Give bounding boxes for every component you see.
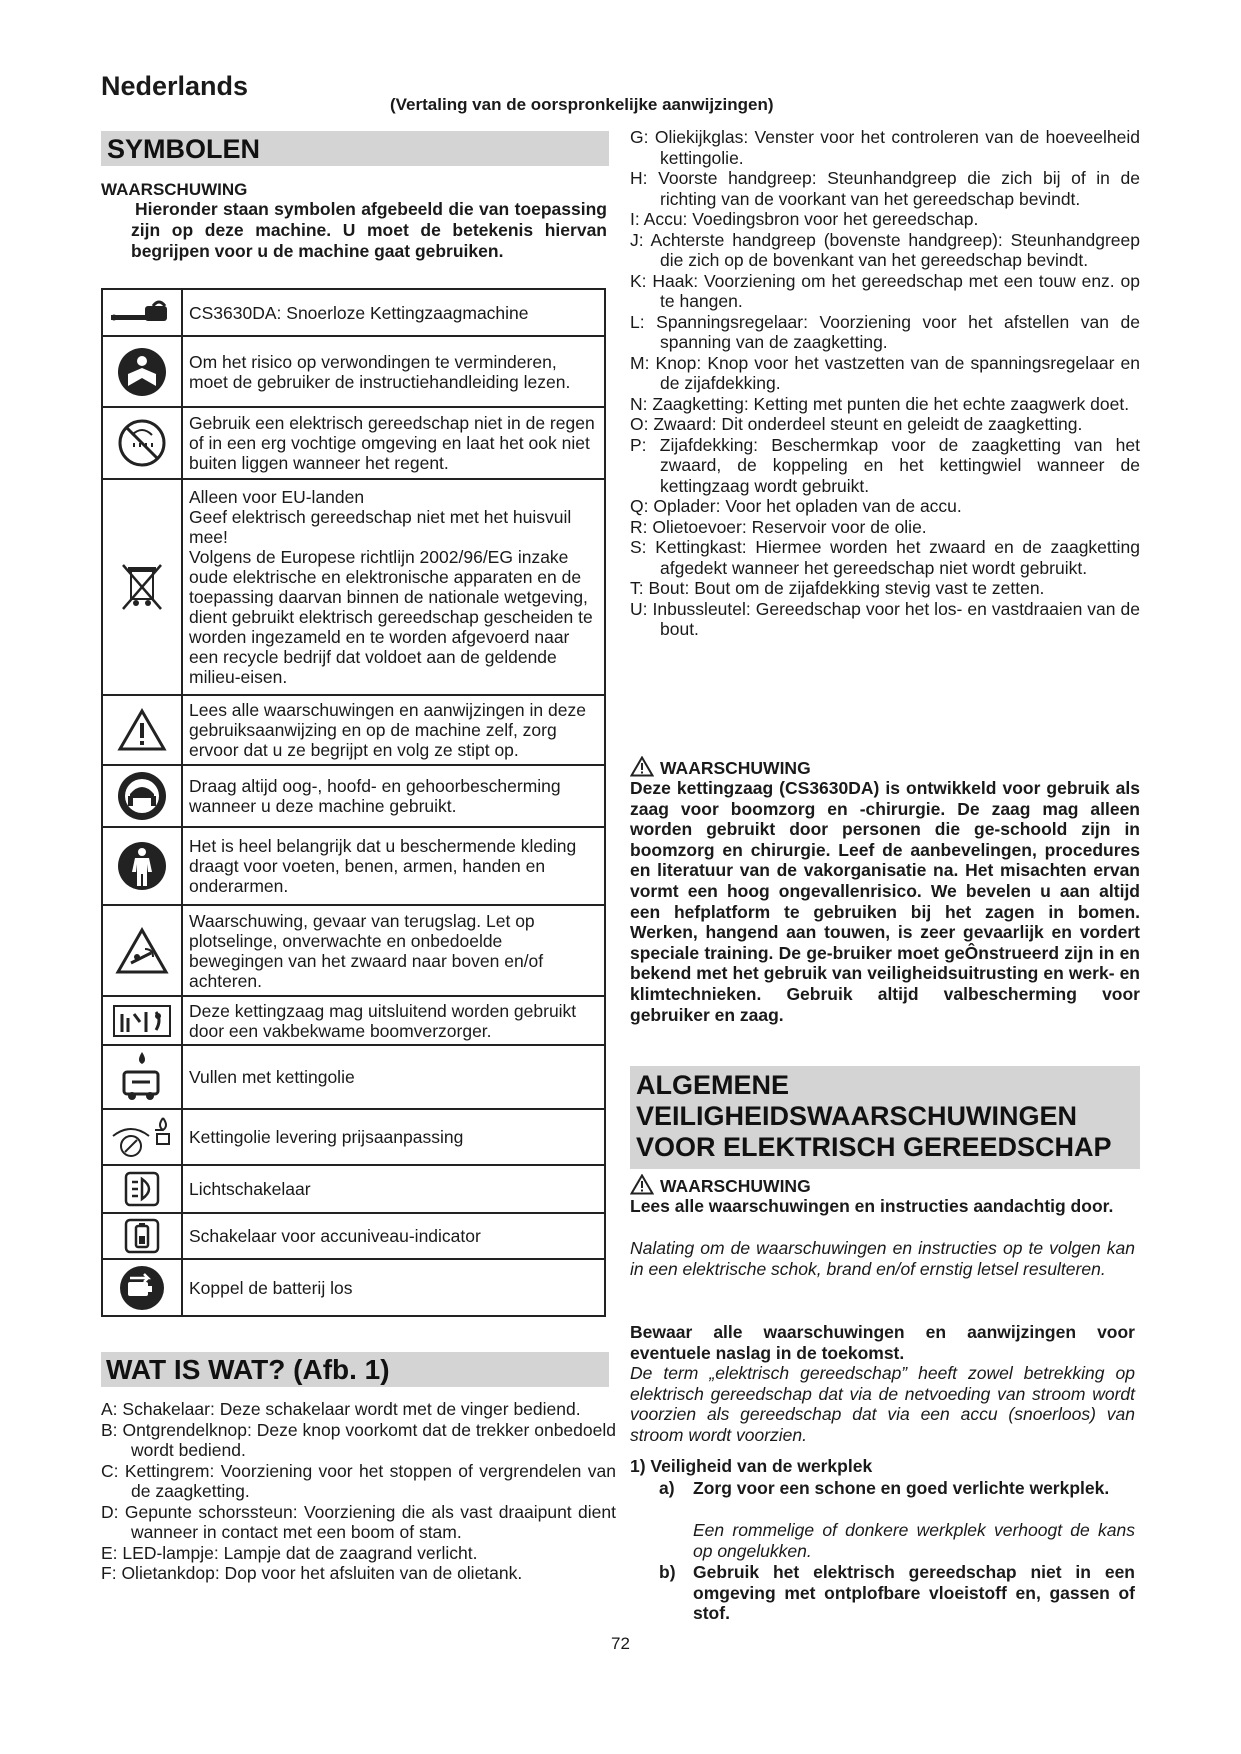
- whatis-list-right: [630, 127, 1140, 640]
- read-all-warnings: Lees alle waarschuwingen en instructies aandachtig door.: [630, 1196, 1114, 1216]
- list-item-l: L: Spanningsregelaar: Voorziening voor het afstellen van de spanning van de zaagketting.: [630, 311, 1140, 352]
- helmet-protection-icon: [102, 765, 182, 827]
- general-safety-section-title: ALGEMENE VEILIGHEIDSWAARSCHUWINGEN VOOR ELEKTRISCH GEREEDSCHAP: [630, 1066, 1140, 1169]
- list-item-j: J: Achterste handgreep (bovenste handgreep): Steunhandgreep die zich op de bovenkant van het gereedschap bevindt.: [630, 229, 1140, 270]
- general-warning-heading: WAARSCHUWING: [630, 1174, 1140, 1197]
- chainsaw-icon: [102, 289, 182, 336]
- page-number: 72: [611, 1634, 630, 1653]
- symbol-text-2: Gebruik een elektrisch gereedschap niet in de regen of in een erg vochtige omgeving en laat het ook niet buiten liggen wanneer het regent.: [182, 407, 605, 479]
- list-item-t: T: Bout: Bout om de zijafdekking stevig vast te zetten.: [630, 578, 1045, 598]
- symbol-text-10: Kettingolie levering prijsaanpassing: [182, 1109, 605, 1165]
- translation-subtitle: (Vertaling van de oorspronkelijke aanwijzingen): [390, 95, 774, 114]
- item-a-label: a): [659, 1478, 675, 1498]
- symbol-text-8: Deze kettingzaag mag uitsluitend worden gebruikt door een vakbekwame boomverzorger.: [182, 996, 605, 1045]
- oil-fill-icon: [102, 1045, 182, 1109]
- list-item-k: K: Haak: Voorziening om het gereedschap met een touw enz. op te hangen.: [630, 270, 1140, 311]
- whatis-section-title: WAT IS WAT? (Afb. 1): [101, 1352, 609, 1387]
- list-item-g: G: Oliekijkglas: Venster voor het controleren van de hoeveelheid kettingolie.: [630, 127, 1140, 168]
- symbol-text-3: Alleen voor EU-landen Geef elektrisch gereedschap niet met het huisvuil mee! Volgens de Europese richtlijn 2002/96/EG inzake oude elektrische en elektronische apparaten en de toepassing daarvan binnen de nationale wetgeving, dient gebruikt elektrisch gereedschap gescheiden te worden ingezameld en te worden afgevoerd naar een recycle bedrijf dat voldoet aan de geldende milieu-eisen.: [182, 479, 605, 695]
- warning-triangle-icon: [630, 756, 654, 777]
- item-a-text: Een rommelige of donkere werkplek verhoogt de kans op ongelukken.: [693, 1520, 1135, 1561]
- symbol-text-4: Lees alle waarschuwingen en aanwijzingen in deze gebruiksaanwijzing en op de machine zelf, zorg ervoor dat u ze begrijpt en volg ze stipt op.: [182, 695, 605, 765]
- symbols-table: [101, 288, 606, 1317]
- list-item-e: E: LED-lampje: Lampje dat de zaagrand verlicht.: [101, 1542, 478, 1563]
- list-item-u: U: Inbussleutel: Gereedschap voor het los- en vastdraaien van de bout.: [630, 598, 1140, 639]
- symbols-section-title: SYMBOLEN: [101, 131, 609, 166]
- keep-warnings: Bewaar alle waarschuwingen en aanwijzingen voor eventuele naslag in de toekomst.: [630, 1322, 1135, 1363]
- symbols-warning-label: WAARSCHUWING: [101, 180, 248, 199]
- list-item-q: Q: Oplader: Voor het opladen van de accu.: [630, 496, 962, 516]
- list-item-a: A: Schakelaar: Deze schakelaar wordt met de vinger bediend.: [101, 1399, 581, 1419]
- symbol-text-6: Het is heel belangrijk dat u beschermende kleding draagt voor voeten, benen, armen, handen en onderarmen.: [182, 827, 605, 905]
- item-a-title: Zorg voor een schone en goed verlichte werkplek.: [693, 1478, 1110, 1498]
- light-switch-icon: [102, 1165, 182, 1213]
- weee-bin-icon: [102, 479, 182, 695]
- language-heading: Nederlands: [101, 71, 249, 101]
- symbol-text-5: Draag altijd oog-, hoofd- en gehoorbescherming wanneer u deze machine gebruikt.: [182, 765, 605, 827]
- list-item-r: R: Olietoevoer: Reservoir voor de olie.: [630, 516, 927, 537]
- list-item-n: N: Zaagketting: Ketting met punten die het echte zaagwerk doet.: [630, 393, 1130, 414]
- list-item-o: O: Zwaard: Dit onderdeel steunt en geleidt de zaagketting.: [630, 414, 1083, 434]
- symbol-text-11: Lichtschakelaar: [182, 1165, 605, 1213]
- list-item-d: D: Gepunte schorssteun: Voorziening die als vast draaipunt dient wanneer in contact met een boom of stam.: [101, 1501, 616, 1542]
- no-rain-icon: [102, 407, 182, 479]
- term-definition: De term „elektrisch gereedschap” heeft zowel betrekking op elektrisch gereedschap dat via de netvoeding van stroom wordt voorzien als gereedschap dat via een accu (snoerloos) van stroom wordt voorzien.: [630, 1363, 1135, 1445]
- warnings-consequence: Nalating om de waarschuwingen en instructies op te volgen kan in een elektrische schok, brand en/of ernstig letsel resulteren.: [630, 1238, 1135, 1279]
- oil-adjust-icon: [102, 1109, 182, 1165]
- list-item-i: I: Accu: Voedingsbron voor het gereedschap.: [630, 209, 979, 229]
- work-area-heading: 1) Veiligheid van de werkplek: [630, 1456, 873, 1476]
- list-item-m: M: Knop: Knop voor het vastzetten van de spanningsregelaar en de zijafdekking.: [630, 352, 1140, 393]
- symbol-text-12: Schakelaar voor accuniveau-indicator: [182, 1213, 605, 1259]
- list-item-c: C: Kettingrem: Voorziening voor het stoppen of vergrendelen van de zaagketting.: [101, 1460, 616, 1501]
- list-item-p: P: Zijafdekking: Beschermkap voor de zaagketting van het zwaard, de koppeling en het kettingwiel wanneer de kettingzaag wordt gebruikt.: [630, 434, 1140, 496]
- whatis-list-left: [101, 1399, 616, 1584]
- warning-triangle-icon: [630, 1174, 654, 1195]
- symbol-text-7: Waarschuwing, gevaar van terugslag. Let op plotselinge, onverwachte en onbedoelde bewegingen van het zwaard naar boven en/of achteren.: [182, 905, 605, 996]
- symbol-text-13: Koppel de batterij los: [182, 1259, 605, 1316]
- read-manual-icon: [102, 336, 182, 407]
- battery-indicator-icon: [102, 1213, 182, 1259]
- list-item-h: H: Voorste handgreep: Steunhandgreep die zich bij of in de richting van de voorkant van het gereedschap bevindt.: [630, 168, 1140, 209]
- chainsaw-warning-heading: WAARSCHUWING: [630, 756, 1140, 779]
- item-b-title: Gebruik het elektrisch gereedschap niet in een omgeving met ontplofbare vloeistoff en, gassen of stof.: [693, 1562, 1135, 1623]
- symbols-warning-text: Hieronder staan symbolen afgebeeld die van toepassing zijn op deze machine. U moet de betekenis hiervan begrijpen voor u de machine gaat gebruiken.: [131, 199, 607, 261]
- list-item-b: B: Ontgrendelknop: Deze knop voorkomt dat de trekker onbedoeld wordt bediend.: [101, 1419, 616, 1460]
- chainsaw-warning-text: Deze kettingzaag (CS3630DA) is ontwikkeld voor gebruik als zaag voor boomzorg en -chirurgie. De zaag mag alleen worden gebruikt door personen die ge-schoold zijn in boomzorg en chirurgie. Leef de aanbevelingen, procedures en literatuur van de vakorganisatie na. Het misachten ervan vormt een hoog ongevallenrisico. We bevelen u aan altijd een hefplatform te gebruiken bij het zagen in bomen. Werken, hangend aan touwen, is zeer gevaarlijk en vordert speciale training. De ge-bruiker moet geÔnstrueerd zijn in en bekend met het gebruik van veiligheidsuitrusting en werk- en klimtechnieken. Gebruik altijd valbescherming voor gebruiker en zaag.: [630, 778, 1140, 1025]
- protective-clothing-icon: [102, 827, 182, 905]
- symbol-text-0: CS3630DA: Snoerloze Kettingzaagmachine: [182, 289, 605, 336]
- kickback-warning-icon: [102, 905, 182, 996]
- list-item-f: F: Olietankdop: Dop voor het afsluiten van de olietank.: [101, 1563, 523, 1583]
- symbol-text-9: Vullen met kettingolie: [182, 1045, 605, 1109]
- disconnect-battery-icon: [102, 1259, 182, 1316]
- warning-triangle-icon: [102, 695, 182, 765]
- arborist-icon: [102, 996, 182, 1045]
- list-item-s: S: Kettingkast: Hiermee worden het zwaard en de zaagketting afgedekt wanneer het gereedschap niet wordt gebruikt.: [630, 537, 1140, 578]
- item-b-label: b): [659, 1562, 676, 1582]
- symbol-text-1: Om het risico op verwondingen te verminderen, moet de gebruiker de instructiehandleiding lezen.: [182, 336, 605, 407]
